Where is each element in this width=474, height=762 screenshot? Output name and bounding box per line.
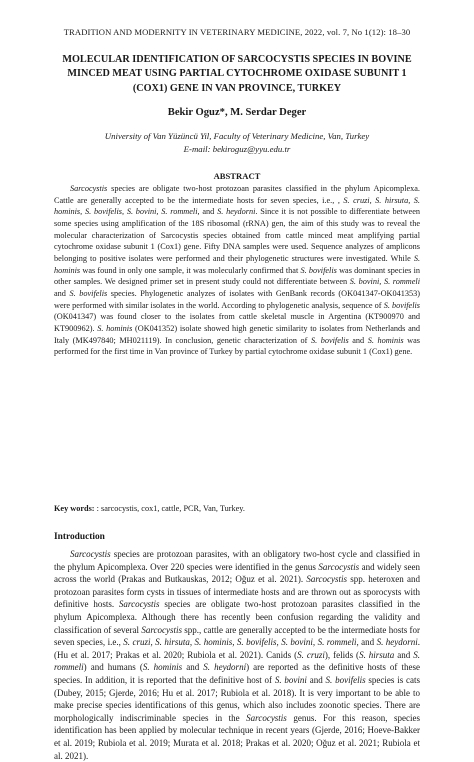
- keywords: [54, 504, 420, 513]
- affiliation: University of Van Yüzüncü Yil, Faculty of Veterinary Medicine, Van, Turkey: [104, 131, 370, 141]
- keywords-label: Key words:: [54, 504, 95, 513]
- title-line: MOLECULAR IDENTIFICATION OF SARCOCYSTIS SPECIES IN BOVINE: [62, 54, 412, 65]
- abstract-heading: ABSTRACT: [213, 171, 261, 181]
- running-head: TRADITION AND MODERNITY IN VETERINARY MEDICINE, 2022, vol. 7, No 1(12): 18–30: [63, 27, 411, 37]
- abstract-text: Sarcocystis species are obligate two-host protozoan parasites classified in the phylum Apicomplexa. Cattle are generally accepted to be the intermediate hosts for seven species, i.e., , S. cruzi, S. hirsuta, S. hominis, S. bovifelis, S. bovini, S. rommeli, and S. heydorni. Since it is not possible to differentiate between some species using amplification of the 18S ribosomal (rRNA) gen, the aim of this study was to reveal the molecular characterization of Sarcocystis species obtained from cattle minced meat amplifying partial cytochrome oxidase subunit 1 (Cox1) gene. Fifty DNA samples were used. Sequence analyzes of amplicons belonging to positive isolates were performed and their phylogenetic structures were investigated. While S. hominis was found in only one sample, it was molecularly confirmed that S. bovifelis was dominant species in other samples. We designed primer set in present study could not differentiate between S. bovini, S. rommeli and S. bovifelis species. Phylogenetic analyzes of isolates with GenBank records (OK041347-OK041353) were performed with similar isolates in the world. According to phylogenetic analysis, sequence of S. bovifelis (OK041347) was found closer to the isolates from cattle skeletal muscle in Argentina (KT900970 and KT900962). S. hominis (OK041352) isolate showed high genetic similarity to isolates from Netherlands and Italy (MK497840; MH021119). In conclusion, genetic characterization of S. bovifelis and S. hominis was performed for the first time in Van province of Turkey by partial cytochrome oxidase subunit 1 (Cox1) gene.: [54, 184, 421, 357]
- keywords-text: : sarcocystis, cox1, cattle, PCR, Van, Turkey.: [94, 504, 245, 513]
- authors: Bekir Oguz*, M. Serdar Deger: [167, 107, 307, 118]
- paper-title: [36, 53, 438, 96]
- introduction-text: Sarcocystis species are protozoan parasites, with an obligatory two-host cycle and classified in the phylum Apicomplexa. Over 220 species were identified in the genus Sarcocystis and widely seen across the world (Prakas and Butkauskas, 2012; Oğuz et al. 2021). Sarcocystis spp. heteroxen and protozoan parasites form cysts in tissues of intermediate hosts and are thrown out as sporocysts with definitive hosts. Sarcocystis species are obligate two-host protozoan parasites classified in the phylum Apicomplexa. Although there has recently been confusion regarding the validity and classification of several Sarcocystis spp., cattle are generally accepted to be the intermediate hosts for seven species, i.e., S. cruzi, S. hirsuta, S. hominis, S. bovifelis, S. bovini, S. rommeli, and S. heydorni. (Hu et al. 2017; Prakas et al. 2020; Rubiola et al. 2021). Canids (S. cruzi), felids (S. hirsuta and S. rommeli) and humans (S. hominis and S. heydorni) are reported as the definitive hosts of these species. In addition, it is reported that the definitive host of S. bovini and S. bovifelis species is cats (Dubey, 2015; Gjerde, 2016; Hu et al. 2017; Rubiola et al. 2018). It is very important to be able to make precise species identifications of this genus, which also includes zoonotic species. There are morphologically indiscriminable species in the Sarcocystis genus. For this reason, species identification has been applied by molecular technique in recent years (Gjerde, 2016; Hoeve-Bakker et al. 2019; Rubiola et al. 2019; Murata et al. 2018; Prakas et al. 2020; Oğuz et al. 2021; Rubiola et al. 2021).: [54, 549, 421, 761]
- title-line: (COX1) GENE IN VAN PROVINCE, TURKEY: [132, 82, 342, 94]
- email: E-mail: bekiroguz@yyu.edu.tr: [183, 144, 291, 154]
- affiliation-block: [36, 130, 438, 156]
- title-line: MINCED MEAT USING PARTIAL CYTOCHROME OXIDASE SUBUNIT 1: [67, 68, 407, 80]
- section-heading-introduction: Introduction: [54, 532, 105, 542]
